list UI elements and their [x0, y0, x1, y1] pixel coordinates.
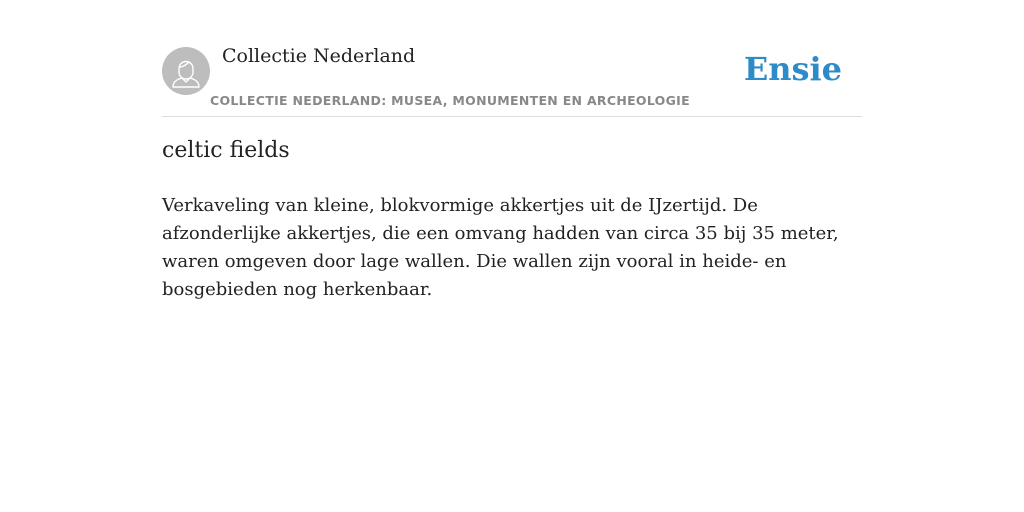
term-title: celtic fields	[162, 138, 290, 163]
brand-logo[interactable]: Ensie	[743, 50, 842, 88]
collection-label[interactable]: COLLECTIE NEDERLAND: MUSEA, MONUMENTEN EN ARCHEOLOGIE	[210, 93, 690, 108]
entry-header	[162, 40, 862, 117]
avatar[interactable]	[162, 47, 210, 95]
author-name[interactable]: Collectie Nederland	[222, 45, 416, 67]
term-definition: Verkaveling van kleine, blokvormige akkertjes uit de IJzertijd. De afzonderlijke akkertjes, die een omvang hadden van circa 35 bij 35 meter, waren omgeven door lage wallen. Die wallen zijn vooral in heide- en bosgebieden nog herkenbaar.	[162, 195, 839, 300]
user-outline-icon	[162, 47, 210, 95]
